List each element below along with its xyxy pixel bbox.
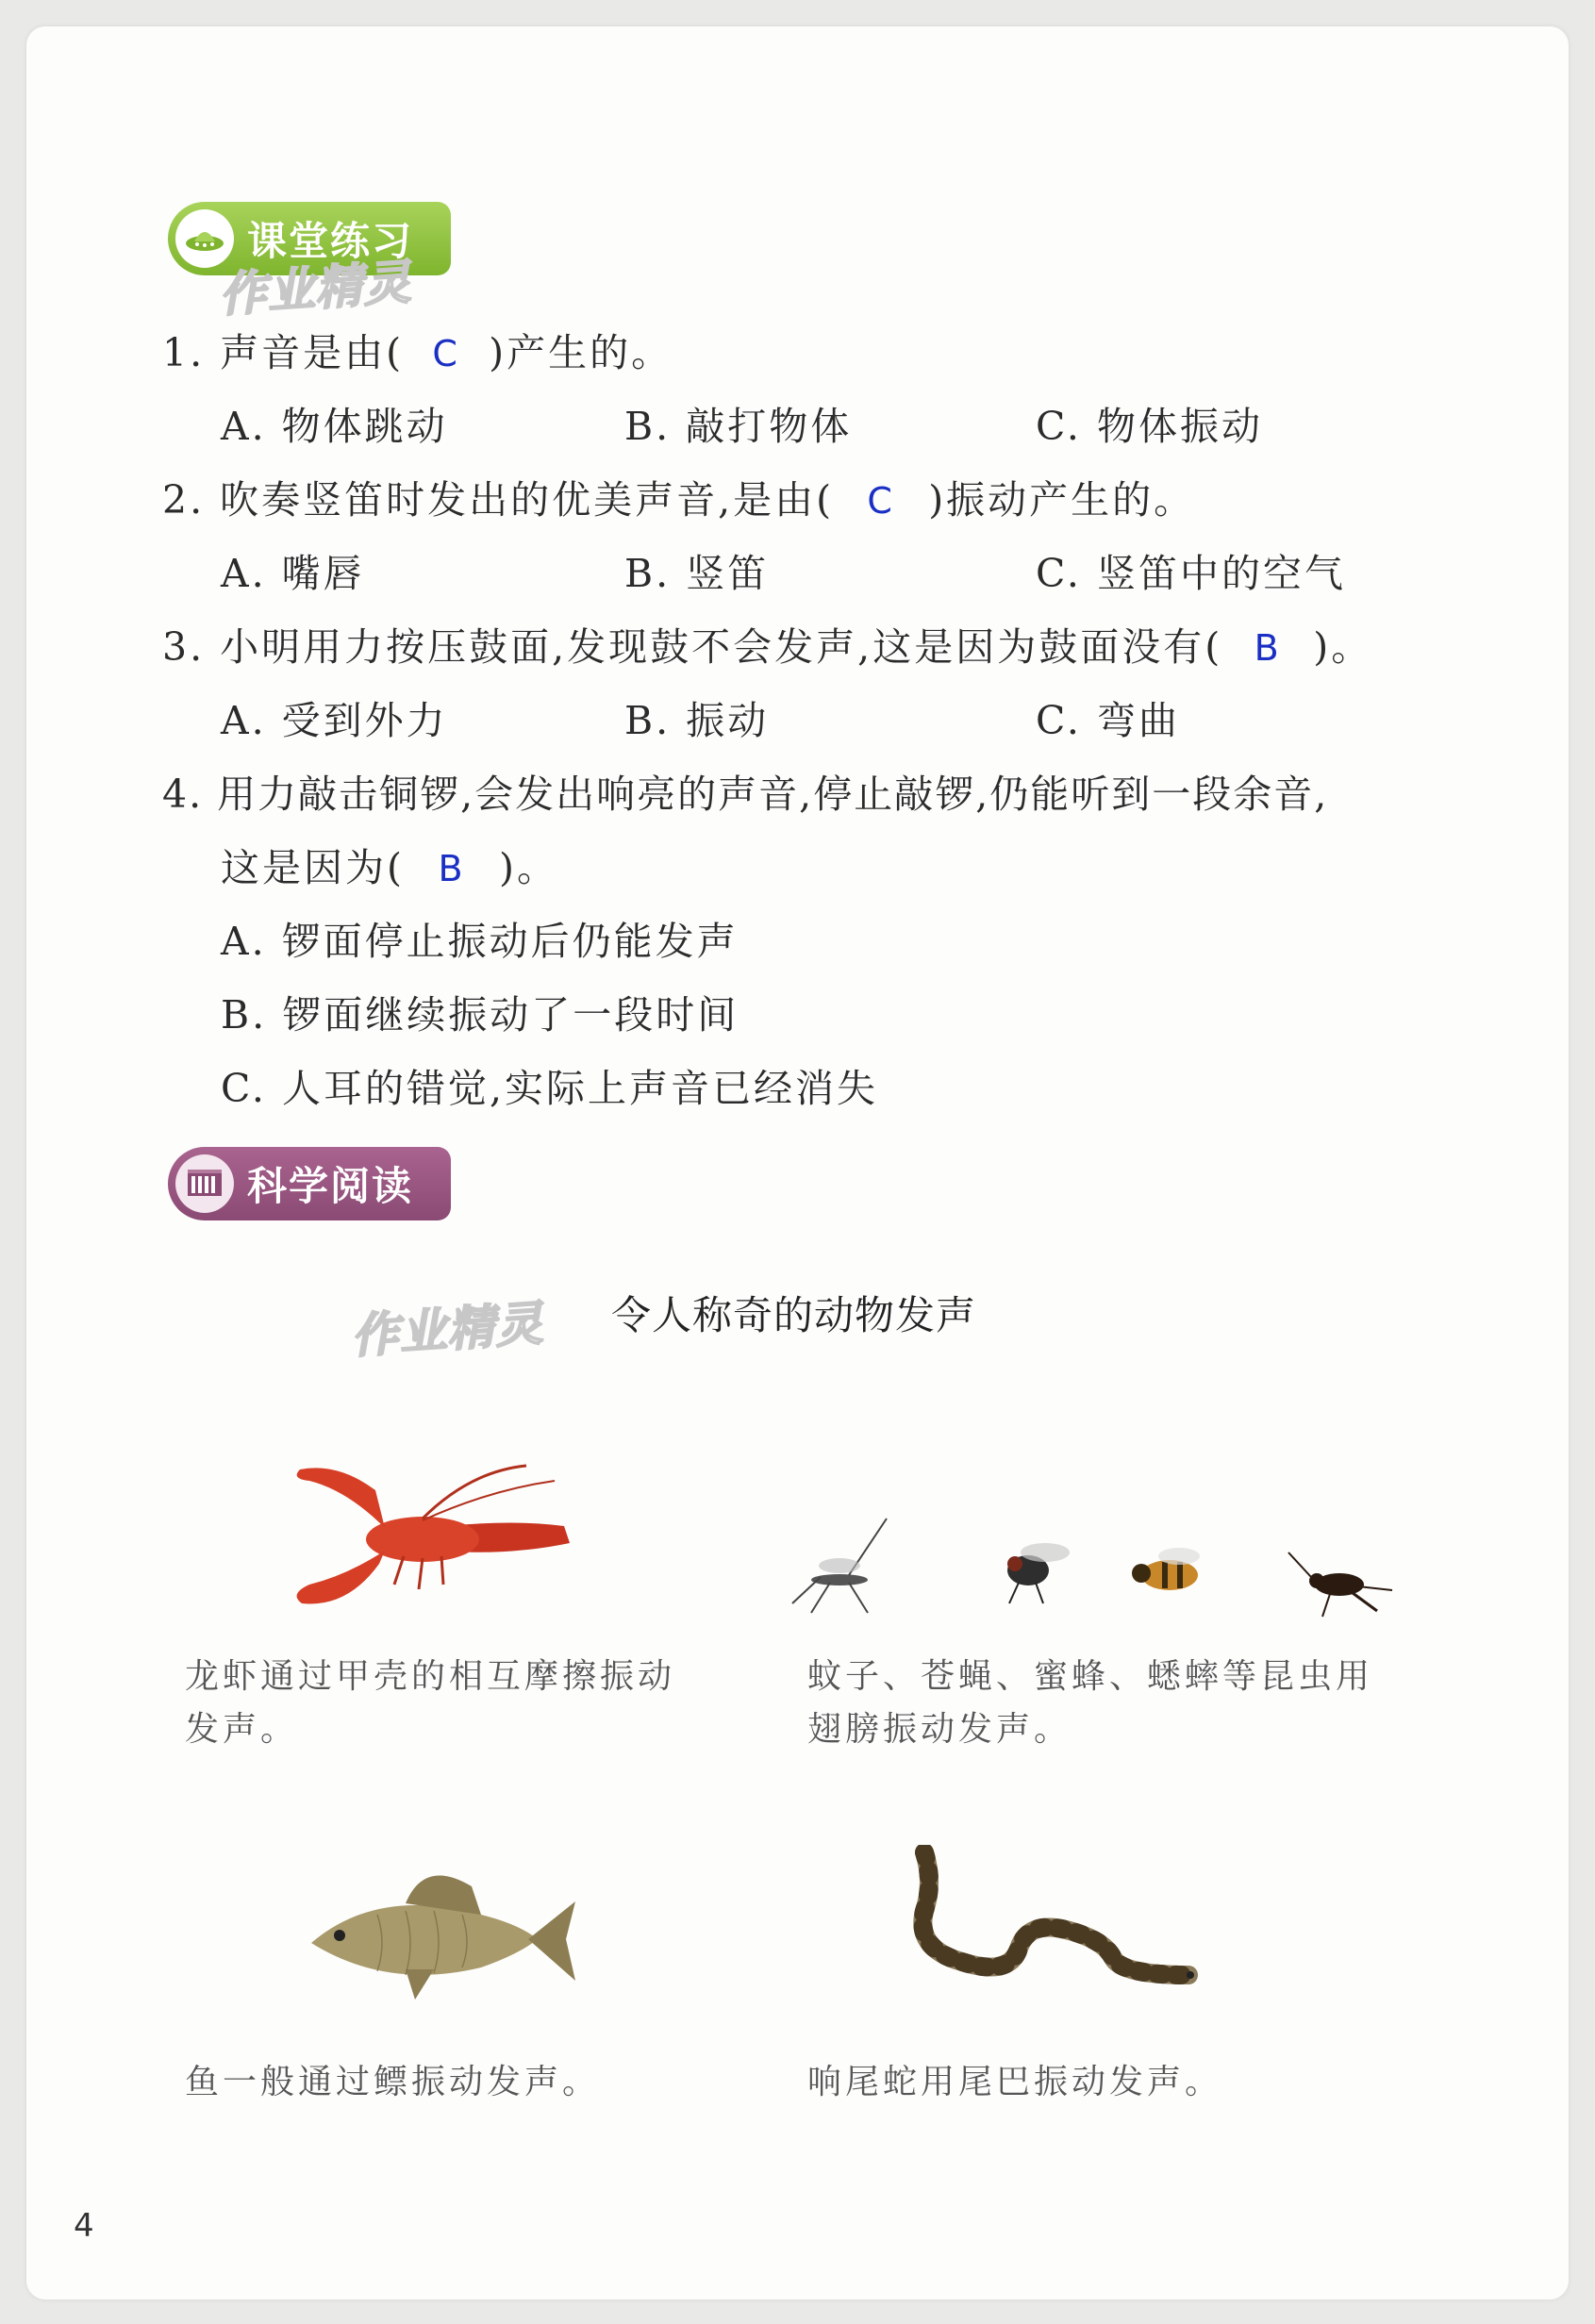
fly-icon [1007,1543,1070,1603]
option-2c: C. 竖笛中的空气 [1036,551,1346,596]
question-4-answer: B [438,848,466,889]
question-3-answer: B [1254,627,1282,669]
question-1 [162,330,673,376]
option-3a: A. 受到外力 [221,698,448,743]
question-1-stem: 1. 声音是由( [162,330,405,375]
question-1-answer: C [432,333,460,374]
question-2-stem: 2. 吹奏竖笛时发出的优美声音,是由( [162,477,835,523]
snake-image [905,1845,1207,2024]
question-3 [162,624,1372,671]
question-2-answer: C [867,480,895,522]
fish-image [292,1849,585,2028]
watermark-2: 作业精灵 [349,1295,546,1365]
book-icon [175,1154,234,1213]
question-4-line2 [221,845,558,891]
question-3-stem-end: )。 [1313,624,1373,670]
question-4-line1: 4. 用力敲击铜锣,会发出响亮的声音,停止敲锣,仍能听到一段余音, [162,772,1329,817]
option-4a: A. 锣面停止振动后仍能发声 [221,919,739,964]
practice-section-title: 课堂练习 [247,218,414,264]
reading-section-title: 科学阅读 [247,1163,414,1209]
lobster-image [281,1452,583,1613]
caption-fish: 鱼一般通过鳔振动发声。 [185,2063,601,2101]
option-1c: C. 物体振动 [1036,404,1263,449]
question-4-stem-line2: 这是因为( [221,845,405,890]
option-2a: A. 嘴唇 [221,551,365,596]
caption-snake: 响尾蛇用尾巴振动发声。 [807,2063,1223,2101]
question-2 [162,477,1195,523]
option-4b: B. 锣面继续振动了一段时间 [221,992,739,1038]
question-4-stem-end: )。 [499,845,558,890]
reading-section-badge [168,1147,451,1220]
cricket-icon [1288,1552,1392,1617]
option-3c: C. 弯曲 [1036,698,1180,743]
caption-insects: 蚊子、苍蝇、蜜蜂、蟋蟀等昆虫用 翅膀振动发声。 [807,1657,1374,1749]
option-2b: B. 竖笛 [624,551,770,596]
bee-icon [1132,1548,1200,1590]
question-1-stem-end: )产生的。 [489,330,673,375]
page-number: 4 [74,2207,94,2245]
option-1b: B. 敲打物体 [624,404,853,449]
question-2-stem-end: )振动产生的。 [928,477,1196,523]
watermark: 作业精灵 [217,254,414,324]
option-1a: A. 物体跳动 [221,404,448,449]
option-4c: C. 人耳的错觉,实际上声音已经消失 [221,1066,879,1111]
article-title: 令人称奇的动物发声 [611,1292,977,1338]
question-3-stem: 3. 小明用力按压鼓面,发现鼓不会发声,这是因为鼓面没有( [162,624,1223,670]
caption-lobster: 龙虾通过甲壳的相互摩擦振动 发声。 [185,1657,676,1749]
option-3b: B. 振动 [624,698,770,743]
insects-image [783,1500,1424,1641]
mosquito-icon [792,1519,887,1613]
